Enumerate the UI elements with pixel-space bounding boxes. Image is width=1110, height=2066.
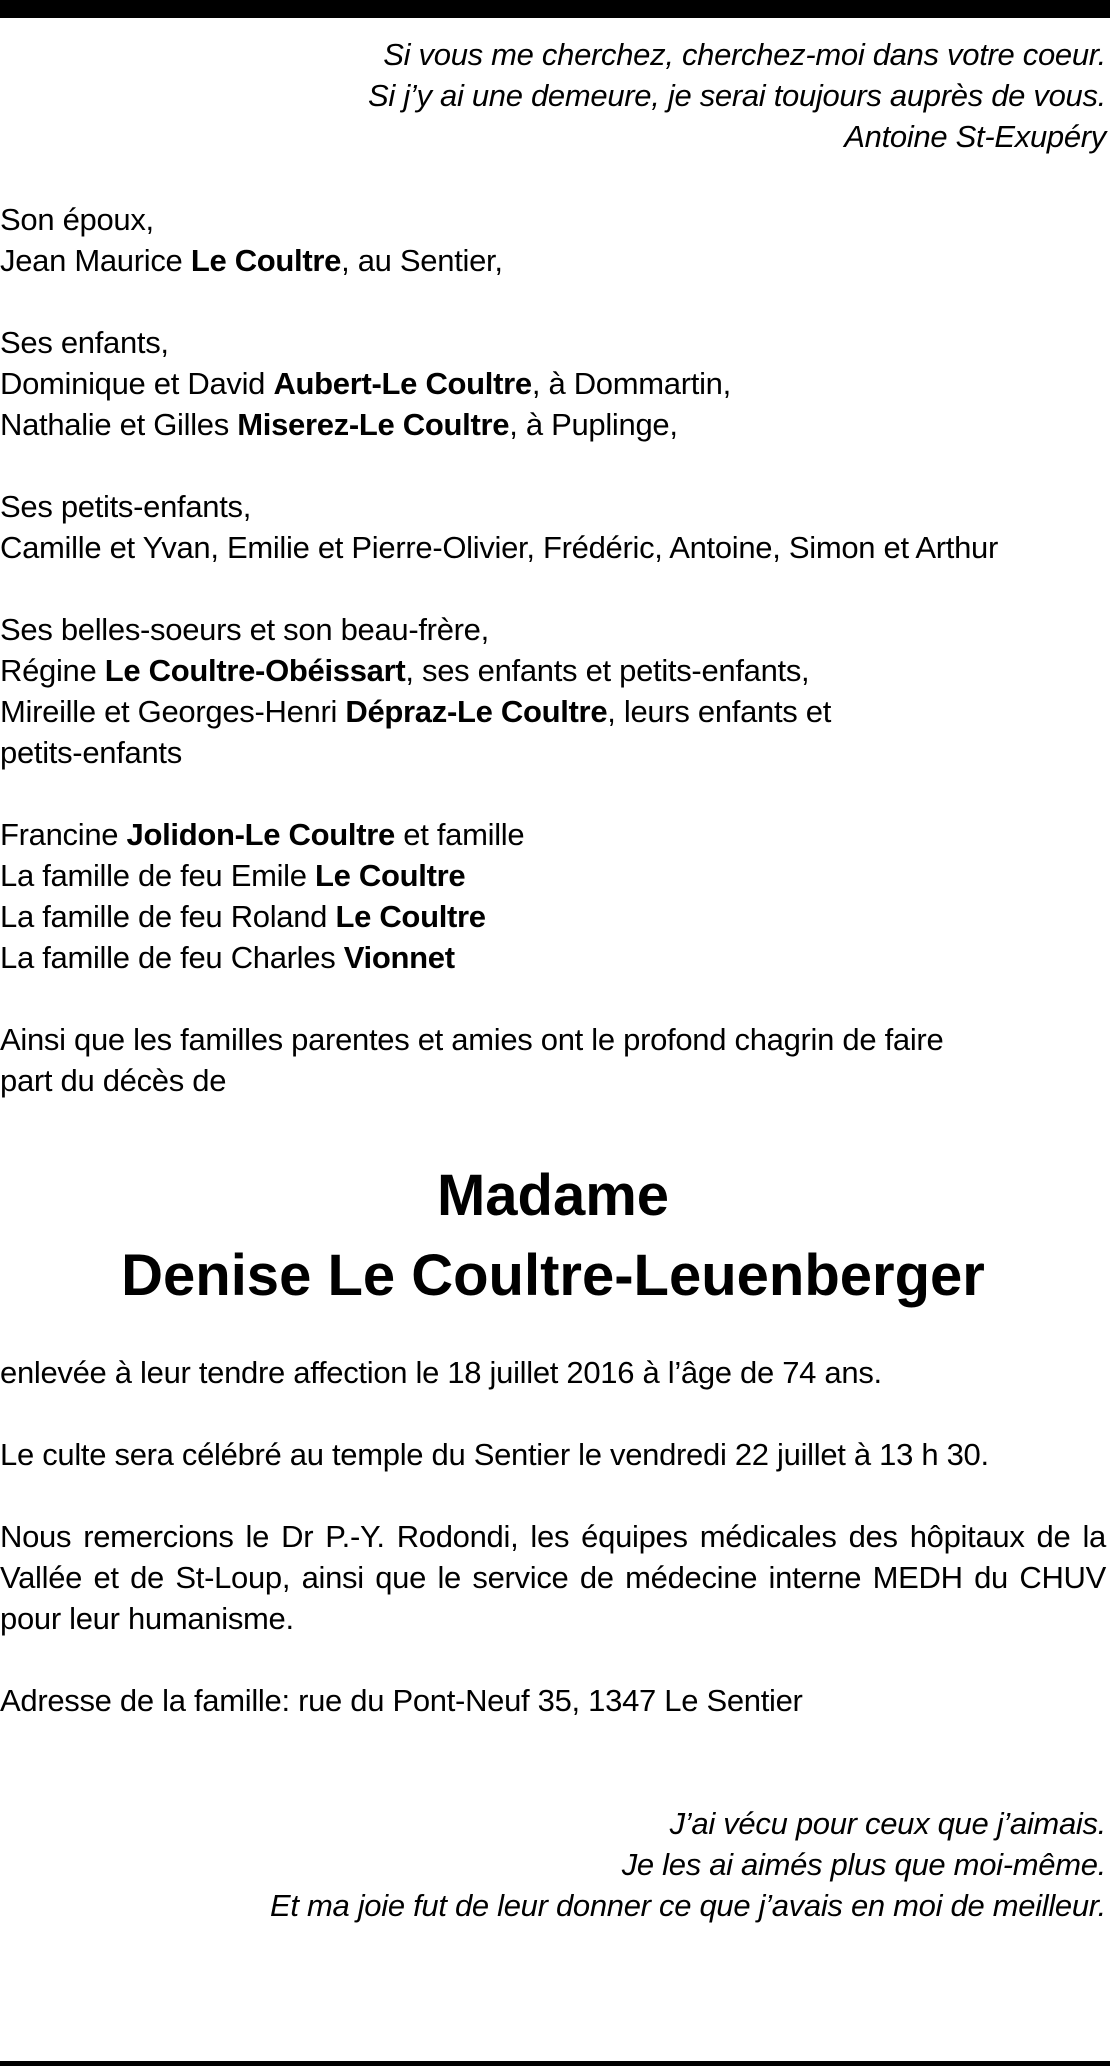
family-prefix: La famille de feu Charles [0, 940, 344, 975]
address-line: Adresse de la famille: rue du Pont-Neuf 35, 1347 Le Sentier [0, 1683, 803, 1718]
family-line [0, 896, 1106, 937]
children-section [0, 322, 1106, 445]
thanks-text: Nous remercions le Dr P.-Y. Rodondi, les équipes médicales des hôpitaux de la Vallée et de St-Loup, ainsi que le service de médecine interne MEDH du CHUV pour leur humanisme. [0, 1519, 1106, 1636]
in-law-first-names: Régine [0, 653, 105, 688]
in-law-surname: Dépraz-Le Coultre [345, 694, 608, 729]
family-prefix: Francine [0, 817, 127, 852]
deceased-title: Madame [436, 1163, 670, 1228]
spouse-line [0, 240, 1106, 281]
epigraph-line-2: Si j’y ai une demeure, je serai toujours auprès de vous. [368, 78, 1106, 113]
spouse-heading: Son époux, [0, 202, 154, 237]
obituary-notice [0, 34, 1106, 1926]
family-surname: Jolidon-Le Coultre [126, 817, 395, 852]
child-line [0, 404, 1106, 445]
in-law-rest: , ses enfants et petits-enfants, [405, 653, 810, 688]
child-line [0, 363, 1106, 404]
grandchildren-section [0, 486, 1106, 568]
child-surname: Aubert-Le Coultre [273, 366, 532, 401]
in-laws-section [0, 609, 1106, 773]
announcement-line-1: Ainsi que les familles parentes et amies ont le profond chagrin de faire [0, 1022, 944, 1057]
family-line [0, 937, 1106, 978]
death-details [0, 1352, 1106, 1393]
spouse-surname: Le Coultre [190, 243, 342, 278]
child-place: , à Dommartin, [531, 366, 731, 401]
deceased-name: Denise Le Coultre-Leuenberger [121, 1243, 985, 1308]
child-place: , à Puplinge, [509, 407, 678, 442]
thanks-paragraph [0, 1516, 1106, 1639]
deceased-name-block [0, 1156, 1106, 1316]
death-date-line: enlevée à leur tendre affection le 18 juillet 2016 à l’âge de 74 ans. [0, 1355, 882, 1390]
child-surname: Miserez-Le Coultre [237, 407, 510, 442]
closing-quote-line-3: Et ma joie fut de leur donner ce que j’avais en moi de meilleur. [269, 1888, 1106, 1923]
in-law-line [0, 691, 1106, 732]
announcement [0, 1019, 1106, 1101]
in-law-first-names: Mireille et Georges-Henri [0, 694, 346, 729]
in-laws-continuation: petits-enfants [0, 735, 182, 770]
family-surname: Vionnet [343, 940, 455, 975]
closing-quote [0, 1803, 1106, 1926]
family-surname: Le Coultre [335, 899, 486, 934]
closing-quote-line-1: J’ai vécu pour ceux que j’aimais. [669, 1806, 1106, 1841]
in-laws-heading: Ses belles-soeurs et son beau-frère, [0, 612, 489, 647]
epigraph-line-1: Si vous me cherchez, cherchez-moi dans votre coeur. [383, 37, 1106, 72]
service-details [0, 1434, 1106, 1475]
spouse-section [0, 199, 1106, 281]
family-line [0, 814, 1106, 855]
closing-quote-line-2: Je les ai aimés plus que moi-même. [621, 1847, 1106, 1882]
spouse-place: , au Sentier, [341, 243, 503, 278]
bottom-rule [0, 2061, 1110, 2066]
top-rule [0, 0, 1110, 18]
service-line: Le culte sera célébré au temple du Sentier le vendredi 22 juillet à 13 h 30. [0, 1437, 989, 1472]
family-surname: Le Coultre [315, 858, 466, 893]
child-first-names: Nathalie et Gilles [0, 407, 238, 442]
child-first-names: Dominique et David [0, 366, 274, 401]
family-prefix: La famille de feu Roland [0, 899, 336, 934]
in-law-line [0, 650, 1106, 691]
in-law-rest: , leurs enfants et [607, 694, 832, 729]
families-section [0, 814, 1106, 978]
family-address [0, 1680, 1106, 1721]
family-line [0, 855, 1106, 896]
grandchildren-heading: Ses petits-enfants, [0, 489, 252, 524]
spouse-first-name: Jean Maurice [0, 243, 191, 278]
epigraph [0, 34, 1106, 157]
epigraph-author: Antoine St-Exupéry [844, 119, 1106, 154]
family-suffix: et famille [394, 817, 525, 852]
in-law-surname: Le Coultre-Obéissart [104, 653, 406, 688]
children-heading: Ses enfants, [0, 325, 169, 360]
grandchildren-names: Camille et Yvan, Emilie et Pierre-Olivier, Frédéric, Antoine, Simon et Arthur [0, 530, 999, 565]
announcement-line-2: part du décès de [0, 1063, 227, 1098]
family-prefix: La famille de feu Emile [0, 858, 316, 893]
